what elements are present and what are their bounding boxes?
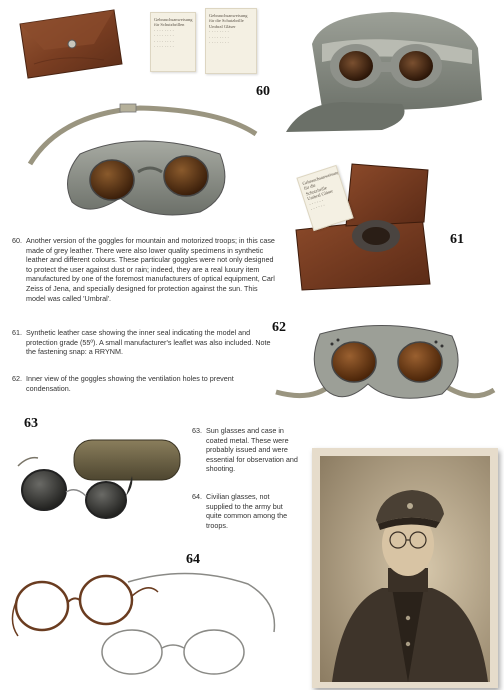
caption-text: Sun glasses and case in coated metal. These were probably issued and were essential for observation and shooting.: [206, 426, 298, 474]
caption-number: 63.: [192, 426, 202, 435]
caption-63: [192, 426, 298, 474]
figure-number-64: 64: [186, 552, 200, 567]
figure-number-61: 61: [450, 232, 464, 247]
caption-text: Civilian glasses, not supplied to the army but quite common among the troops.: [206, 492, 288, 530]
caption-64: [192, 492, 296, 530]
caption-60: [12, 236, 278, 303]
caption-text: Inner view of the goggles showing the ventilation holes to prevent condensation.: [26, 374, 234, 393]
soldier-portrait-photo: [312, 448, 498, 688]
caption-number: 61.: [12, 328, 22, 337]
field-cap-with-goggles-photo: [282, 4, 488, 136]
caption-number: 60.: [12, 236, 22, 245]
caption-text: Synthetic leather case showing the inner seal indicating the model and protection grade (55º). A small manufacturer's leaflet was also included. Note the fastening snap: a RRYNM.: [26, 328, 271, 357]
goggles-inner-view-photo: [272, 314, 498, 410]
leaflet-text: Gebrauchsanweisung für die Schutzbrille Umbral Gläser · · · · · · · · · · · · · · · · · · · · · · · ·: [209, 13, 248, 46]
leaflet-text: Gebrauchsanweisung für Schutzbrillen · · · · · · · · · · · · · · · · · · · · · · · · · · · · · · · ·: [154, 17, 193, 50]
caption-number: 62.: [12, 374, 22, 383]
mountain-goggles-photo: [20, 94, 266, 226]
caption-number: 64.: [192, 492, 202, 501]
leaflet-text: Gebrauchsanweisung für die Schutzbrille Umbral Gläser · · · · · · · · · · · ·: [301, 169, 340, 212]
manufacturer-leaflet-right: [205, 8, 257, 74]
figure-number-63: 63: [24, 416, 38, 431]
figure-number-60: 60: [256, 84, 270, 99]
sunglasses-and-case-photo: [14, 436, 186, 534]
caption-61: [12, 328, 274, 357]
caption-text: Another version of the goggles for mountain and motorized troops; in this case made of grey leather. There were also lower quality specimens in synthetic leather and different colours. These particular goggles were not only designed to protect the user against dust or rain; indeed, they are a real luxury item manufactured by one of the foremost manufacturers of optical equipment, Carl Zeiss of Jena, and specially designed for protection against the sun. This model was called 'Umbral'.: [26, 236, 275, 303]
figure-number-62: 62: [272, 320, 286, 335]
manufacturer-leaflet-left: [150, 12, 196, 72]
caption-62: [12, 374, 274, 393]
leather-pouch-photo: [14, 4, 126, 82]
civilian-glasses-photo: [8, 562, 298, 684]
